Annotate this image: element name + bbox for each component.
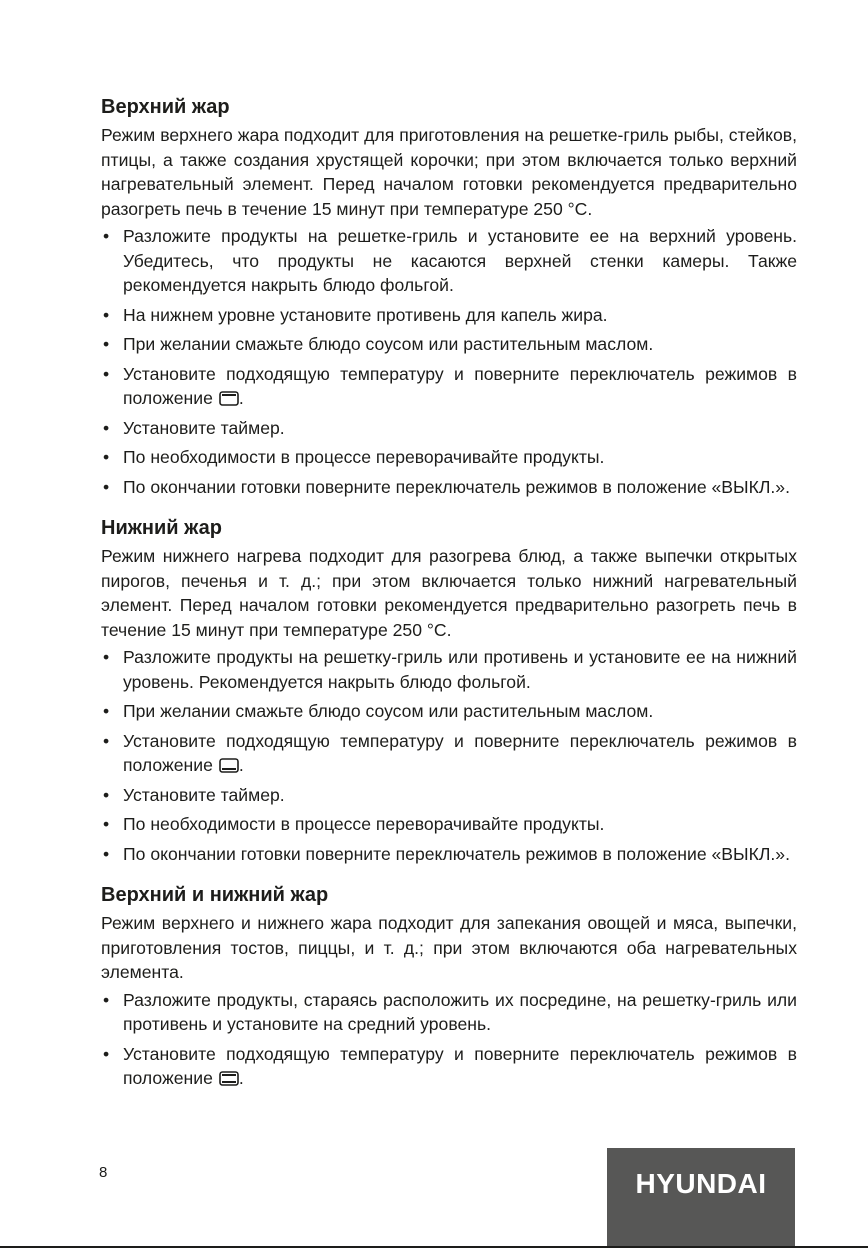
- bullet-icon: •: [103, 476, 110, 497]
- sentence-period: .: [238, 755, 244, 775]
- list-item: [101, 812, 797, 837]
- list-item: [101, 1042, 797, 1091]
- list-item: [101, 645, 797, 694]
- section-intro-top-heat: Режим верхнего жара подходит для приготовления на решетке-гриль рыбы, стейков, птицы, а также создания хрустящей корочки; при этом включается только верхний нагревательный элемент. Перед началом готовки рекомендуется предварительно разогреть печь в течение 15 минут при температуре 250 °С.: [101, 125, 797, 219]
- list-item-text: Разложите продукты, стараясь расположить их посредине, на решетку-гриль или противень и установите на средний уровень.: [123, 989, 797, 1034]
- brand-logo: [607, 1148, 795, 1248]
- list-item-text: По окончании готовки поверните переключатель режимов в положение «ВЫКЛ.».: [123, 476, 790, 497]
- bottom-heat-mode-icon: [219, 758, 239, 773]
- list-item: [101, 475, 797, 500]
- top-bottom-heat-mode-icon: [219, 1071, 239, 1086]
- list-item-text: На нижнем уровне установите противень для капель жира.: [123, 304, 608, 325]
- sentence-period: .: [238, 388, 244, 408]
- list-item: [101, 445, 797, 470]
- instruction-list-bottom-heat: [101, 645, 797, 866]
- bullet-icon: •: [103, 647, 110, 667]
- list-item-text: Установите таймер.: [123, 784, 285, 805]
- list-item: [101, 783, 797, 808]
- bullet-icon: •: [103, 363, 110, 384]
- bullet-icon: •: [103, 304, 110, 325]
- list-item: [101, 988, 797, 1037]
- top-heat-mode-icon: [219, 391, 239, 406]
- list-item-text: Установите подходящую температуру и поверните переключатель режимов в положение: [123, 730, 797, 775]
- list-item-text: По необходимости в процессе переворачивайте продукты.: [123, 814, 605, 834]
- list-item: [101, 416, 797, 441]
- list-item-text: Установите таймер.: [123, 417, 285, 438]
- list-item-text: Разложите продукты на решетку-гриль или противень и установите ее на нижний уровень. Рекомендуется накрыть блюдо фольгой.: [123, 647, 797, 692]
- list-item-text: При желании смажьте блюдо соусом или растительным маслом.: [123, 334, 654, 354]
- list-item: [101, 332, 797, 357]
- bullet-icon: •: [103, 226, 110, 246]
- section-intro-top-bottom-heat: Режим верхнего и нижнего жара подходит для запекания овощей и мяса, выпечки, приготовления тостов, пиццы, и т. д.; при этом включаются оба нагревательных элемента.: [101, 913, 797, 982]
- list-item: [101, 303, 797, 328]
- page-number: 8: [99, 1164, 108, 1181]
- bullet-icon: •: [103, 784, 110, 805]
- list-item-text: Установите подходящую температуру и поверните переключатель режимов в положение: [123, 1043, 797, 1088]
- bullet-icon: •: [103, 447, 110, 467]
- list-item-text: Установите подходящую температуру и поверните переключатель режимов в положение: [123, 363, 797, 408]
- bullet-icon: •: [103, 843, 110, 864]
- instruction-list-top-bottom-heat: [101, 988, 797, 1091]
- bullet-icon: •: [103, 334, 110, 354]
- bullet-icon: •: [103, 701, 110, 721]
- section-intro-bottom-heat: Режим нижнего нагрева подходит для разогрева блюд, а также выпечки открытых пирогов, печенья и т. д.; при этом включается только нижний нагревательный элемент. Перед началом готовки рекомендуется предварительно разогреть печь в течение 15 минут при температуре 250 °С.: [101, 546, 797, 640]
- bullet-icon: •: [103, 1043, 110, 1064]
- section-title-top-bottom-heat: Верхний и нижний жар: [101, 884, 329, 906]
- section-title-top-heat: Верхний жар: [101, 96, 230, 118]
- list-item: [101, 699, 797, 724]
- list-item: [101, 842, 797, 867]
- list-item: [101, 729, 797, 778]
- brand-logo-text: HYUNDAI: [635, 1168, 767, 1199]
- list-item-text: По необходимости в процессе переворачивайте продукты.: [123, 447, 605, 467]
- list-item: [101, 224, 797, 298]
- list-item-text: По окончании готовки поверните переключатель режимов в положение «ВЫКЛ.».: [123, 843, 790, 864]
- bullet-icon: •: [103, 417, 110, 438]
- page-content: [101, 94, 797, 1107]
- bullet-icon: •: [103, 989, 110, 1010]
- sentence-period: .: [238, 1068, 244, 1088]
- list-item-text: Разложите продукты на решетке-гриль и установите ее на верхний уровень. Убедитесь, что продукты не касаются верхней стенки камеры. Также рекомендуется накрыть блюдо фольгой.: [123, 226, 797, 295]
- list-item: [101, 362, 797, 411]
- section-title-bottom-heat: Нижний жар: [101, 517, 222, 539]
- instruction-list-top-heat: [101, 224, 797, 499]
- bullet-icon: •: [103, 730, 110, 751]
- list-item-text: При желании смажьте блюдо соусом или растительным маслом.: [123, 701, 654, 721]
- bullet-icon: •: [103, 814, 110, 834]
